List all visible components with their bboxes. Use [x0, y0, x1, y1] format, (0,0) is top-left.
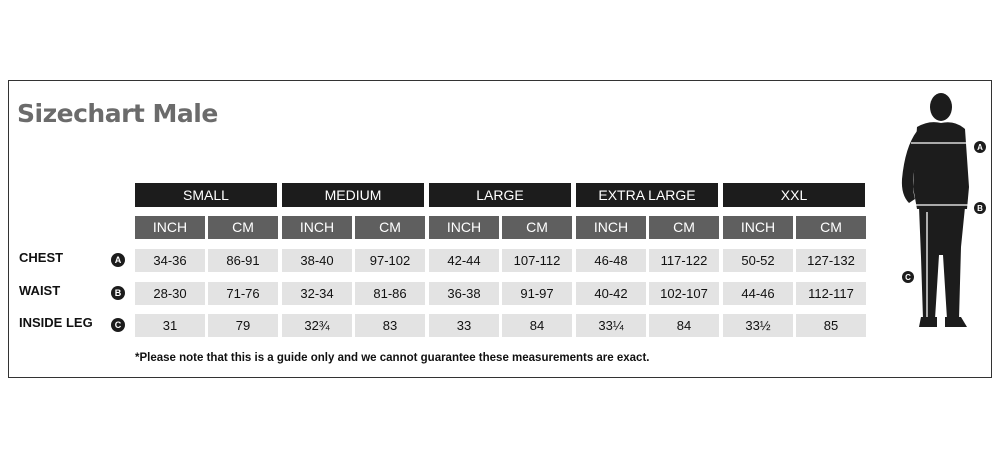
table-cell: 33¼ [576, 314, 646, 337]
unit-inch: INCH [429, 216, 499, 239]
table-cell: 38-40 [282, 249, 352, 272]
figure-legs [919, 207, 965, 319]
row-marker-badge: B [111, 286, 125, 300]
size-chart-frame [8, 80, 992, 378]
table-cell: 42-44 [429, 249, 499, 272]
table-cell: 33½ [723, 314, 793, 337]
unit-inch: INCH [135, 216, 205, 239]
unit-inch: INCH [282, 216, 352, 239]
table-cell: 85 [796, 314, 866, 337]
unit-cm: CM [502, 216, 572, 239]
size-header-extra-large: EXTRA LARGE [576, 183, 718, 207]
figure-feet [919, 317, 967, 327]
table-cell: 127-132 [796, 249, 866, 272]
table-cell: 40-42 [576, 282, 646, 305]
row-label: WAIST [19, 283, 61, 298]
row-marker-badge: C [111, 318, 125, 332]
table-cell: 32¾ [282, 314, 352, 337]
table-cell: 84 [502, 314, 572, 337]
table-cell: 97-102 [355, 249, 425, 272]
table-cell: 91-97 [502, 282, 572, 305]
unit-inch: INCH [576, 216, 646, 239]
size-header-small: SMALL [135, 183, 277, 207]
table-cell: 79 [208, 314, 278, 337]
unit-cm: CM [649, 216, 719, 239]
size-header-medium: MEDIUM [282, 183, 424, 207]
body-figure-illustration [875, 87, 987, 345]
unit-inch: INCH [723, 216, 793, 239]
row-label: INSIDE LEG [19, 315, 93, 330]
figure-torso [913, 122, 969, 209]
marker-b-label: B [977, 204, 983, 213]
table-cell: 34-36 [135, 249, 205, 272]
unit-cm: CM [355, 216, 425, 239]
table-cell: 84 [649, 314, 719, 337]
unit-header-row [135, 216, 869, 239]
table-cell: 46-48 [576, 249, 646, 272]
table-row [135, 249, 869, 272]
table-row [135, 282, 869, 305]
table-cell: 44-46 [723, 282, 793, 305]
table-cell: 50-52 [723, 249, 793, 272]
size-header-row [135, 183, 870, 207]
table-cell: 86-91 [208, 249, 278, 272]
table-cell: 33 [429, 314, 499, 337]
disclaimer-note: *Please note that this is a guide only and we cannot guarantee these measurements are exact. [135, 352, 650, 364]
table-cell: 81-86 [355, 282, 425, 305]
table-cell: 32-34 [282, 282, 352, 305]
size-header-xxl: XXL [723, 183, 865, 207]
table-cell: 102-107 [649, 282, 719, 305]
table-cell: 71-76 [208, 282, 278, 305]
table-cell: 83 [355, 314, 425, 337]
marker-c-label: C [905, 273, 911, 282]
table-cell: 112-117 [796, 282, 866, 305]
table-cell: 117-122 [649, 249, 719, 272]
row-marker-badge: A [111, 253, 125, 267]
marker-a-label: A [977, 143, 983, 152]
table-cell: 28-30 [135, 282, 205, 305]
row-label: CHEST [19, 250, 64, 265]
unit-cm: CM [796, 216, 866, 239]
table-cell: 31 [135, 314, 205, 337]
table-row [135, 314, 869, 337]
table-cell: 107-112 [502, 249, 572, 272]
unit-cm: CM [208, 216, 278, 239]
table-cell: 36-38 [429, 282, 499, 305]
chart-title: Sizechart Male [17, 99, 218, 128]
figure-head [930, 93, 952, 121]
size-header-large: LARGE [429, 183, 571, 207]
